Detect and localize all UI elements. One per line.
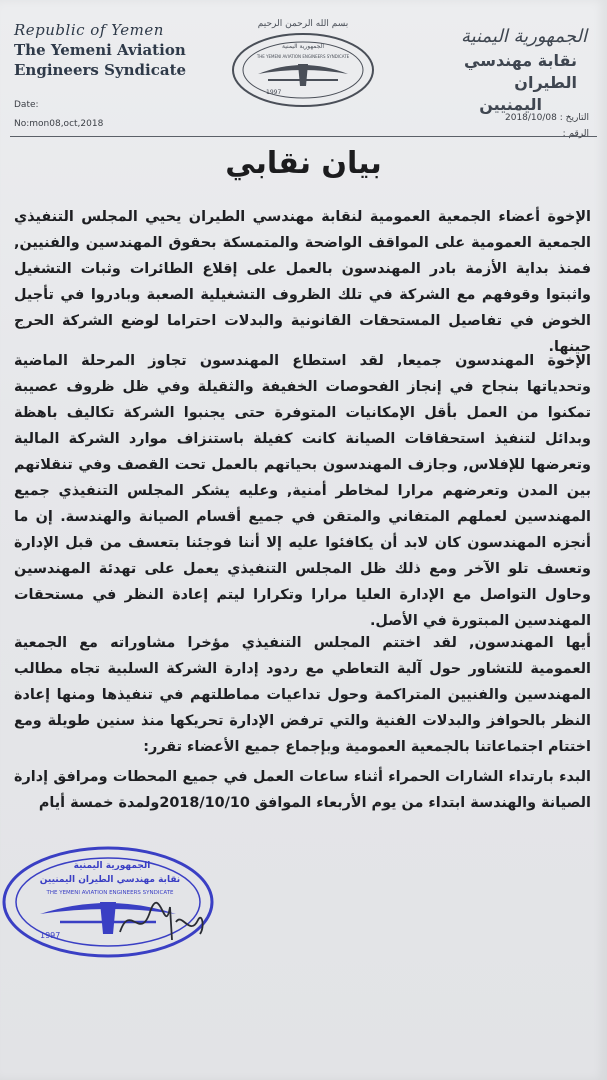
- paragraph-1: الإخوة أعضاء الجمعية العمومية لنقابة مهندسي الطيران يحيي المجلس التنفيذي الجمعية العمومية على المواقف الواضحة والمتمسكة بحقوق المهندسين والفنيين, فمنذ بداية الأزمة بادر المهندسون بالعمل على إقلاع الطائرات وثبات التشغيل واثبتوا وقوفهم مع الشركة في تلك الظروف التشغيلية الصعبة وبادروا في تأجيل الخوض في تفاصيل المستحقات القانونية والبدلات احتراما لوضع الشركة الحرج حينها.: [14, 209, 591, 355]
- header-ar-line2: نقابة مهندسي الطيران: [464, 51, 577, 92]
- header-ar-line3: اليمنيين: [479, 95, 542, 114]
- paragraph-2: الإخوة المهندسون جميعا, لقد استطاع المهندسون تجاوز المرحلة الماضية وتحدياتها بنجاح في إنجاز الفحوصات الخفيفة والثقيلة وفي ظل ظروف عصيبة تمكنوا من العمل بأقل الإمكانيات المتوفرة حتى يجنبوا الشركة تكاليف باهظة وبدائل لتنفيذ استحقاقات الصيانة كانت كفيلة باستنزاف موارد الشركة المالية وتعرضها للإفلاس, وجازف المهندسون بحياتهم بالعمل تحت القصف وفي تنقلاتهم بين المدن وتعرضهم مرارا لمخاطر أمنية, وعليه يشكر المجلس التنفيذي جميع المهندسين لعملهم المتفاني والمتقن في جميع أقسام الصيانة والهندسة. إن ما أنجزه المهندسون كان لابد أن يكافئوا عليه إلا أننا فوجئنا بتعسف من قبل الإدارة وتعسف تلو الآخر ومع ذلك ظل المجلس التنفيذي يعمل على تهدئة المهندسين وحاول التواصل مع الإدارة العليا مرارا وتكرارا ليتم إعادة النظر في مستحقات المهندسين المبتورة في الأصل.: [14, 353, 591, 629]
- logo-ring-arabic: الجمهورية اليمنية: [281, 43, 325, 50]
- header-english-meta: [14, 96, 103, 134]
- syndicate-logo: [228, 14, 378, 110]
- arabic-date: التاريخ : 2018/10/08: [505, 113, 589, 123]
- paragraph-3: أيها المهندسون, لقد اختتم المجلس التنفيذي مؤخرا مشاوراته مع الجمعية العمومية للتشاور حول آلية التعاطي مع ردود إدارة الشركة السلبية تجاه مطالب المهندسين والفنيين المتراكمة وحول تداعيات مماطلتهم في تنفيذها ومنها إعادة النظر بالحوافز والبدلات الفنية والتي ترفض الإدارة تحريكها منذ سنين طويلة ومع اختتام اجتماعاتنا بالجمعية العمومية وبإجماع جميع الأعضاء تقرر:: [14, 635, 591, 755]
- header-en-line1: Republic of Yemen: [14, 21, 164, 39]
- logo-year: 1997: [266, 89, 282, 96]
- logo-ring-english: THE YEMENI AVIATION ENGINEERS SYNDICATE: [256, 54, 350, 59]
- stamp-year: 1997: [40, 931, 61, 940]
- header-arabic: [407, 24, 587, 116]
- paragraph-4: البدء بارتداء الشارات الحمراء أثناء ساعات العمل في جميع المحطات ومرافق إدارة الصيانة والهندسة ابتداء من يوم الأربعاء الموافق 2018/10/10ولمدة خمسة أيام: [14, 769, 591, 811]
- stamp-top-text: الجمهورية اليمنية: [73, 861, 151, 871]
- signature: [110, 892, 210, 952]
- number-label: No:mon08,oct,2018: [14, 119, 104, 129]
- stamp-english-text: THE YEMENI AVIATION ENGINEERS SYNDICATE: [46, 890, 174, 896]
- stamp-arabic-text: نقابة مهندسي الطيران اليمنيين: [39, 875, 181, 885]
- date-label: Date:: [14, 100, 39, 110]
- header-ar-line1: الجمهورية اليمنية: [460, 26, 587, 47]
- statement-title: بيان نقابي: [225, 146, 382, 181]
- header-english: [14, 20, 214, 80]
- header-divider: [10, 136, 597, 137]
- header-en-line3: Engineers Syndicate: [14, 61, 187, 79]
- arabic-reference: الرقم :: [562, 129, 589, 139]
- basmala-text: بسم الله الرحمن الرحيم: [257, 19, 349, 29]
- header-arabic-meta: [505, 110, 589, 142]
- header-en-line2: The Yemeni Aviation: [14, 41, 186, 59]
